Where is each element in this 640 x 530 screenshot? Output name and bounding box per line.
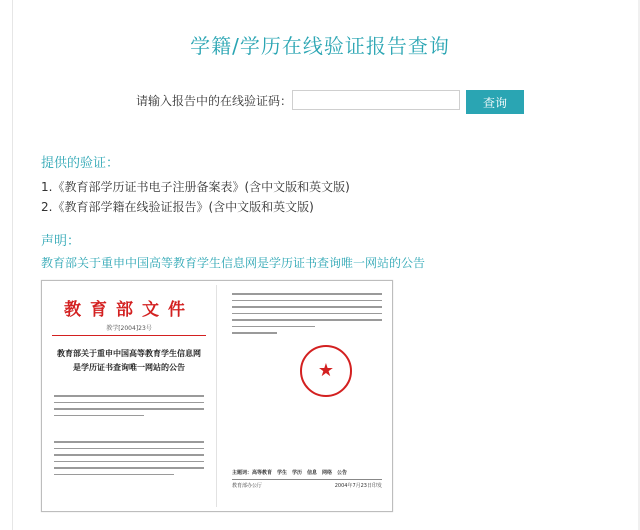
provided-item-2: 2.《教育部学籍在线验证报告》(含中文版和英文版) xyxy=(41,200,314,214)
verification-code-input[interactable] xyxy=(292,90,460,110)
official-document-image xyxy=(41,280,393,512)
document-body-text-left-2 xyxy=(54,441,204,480)
document-footer-date: 2004年7月23日印发 xyxy=(334,483,382,489)
document-footer-topic: 主题词：高等教育 学生 学历 信息 网络 公告 xyxy=(232,470,348,476)
document-body-text-right xyxy=(232,293,382,339)
official-notice-link[interactable]: 教育部关于重申中国高等教育学生信息网是学历证书查询唯一网站的公告 xyxy=(41,256,426,270)
document-red-rule xyxy=(52,335,206,336)
document-fold-line xyxy=(216,285,217,507)
statement-heading: 声明： xyxy=(41,234,81,249)
document-title-line-2: 是学历证书查询唯一网站的公告 xyxy=(73,363,185,372)
page-left-border xyxy=(12,0,13,530)
document-footer-row xyxy=(232,479,382,491)
document-body-text-left-1 xyxy=(54,395,204,421)
provided-item-1: 1.《教育部学历证书电子注册备案表》(含中文版和英文版) xyxy=(41,180,350,194)
page-title: 学籍/学历在线验证报告查询 xyxy=(190,34,450,58)
document-title-line-1: 教育部关于重申中国高等教育学生信息网 xyxy=(57,349,201,358)
document-footer xyxy=(232,469,382,491)
verification-code-label: 请输入报告中的在线验证码： xyxy=(136,94,293,108)
document-red-header: 教育部文件 xyxy=(64,300,194,320)
provided-verification-heading: 提供的验证： xyxy=(41,156,120,171)
document-number: 教学[2004]23号 xyxy=(106,325,152,332)
document-footer-office: 教育部办公厅 xyxy=(232,483,263,489)
query-button[interactable]: 查询 xyxy=(466,90,524,114)
official-seal-icon: ★ xyxy=(300,345,352,397)
document-title xyxy=(42,347,216,375)
